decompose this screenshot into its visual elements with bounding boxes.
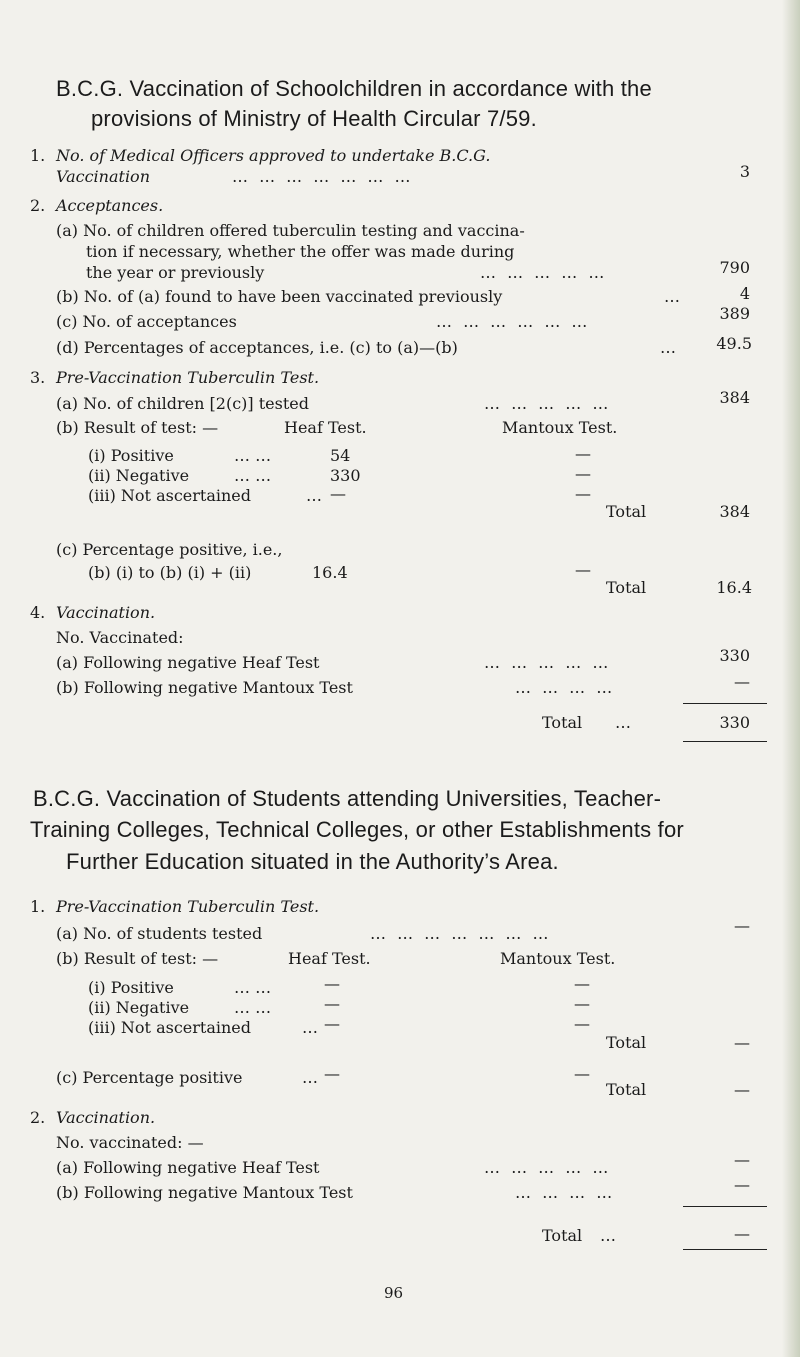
sum-rule	[683, 1249, 767, 1250]
s1-item3-total-label: Total	[606, 502, 647, 521]
s1-item3c-mantoux: —	[575, 560, 591, 579]
s1-item2a-line3: the year or previously	[86, 263, 265, 282]
s1-row-notascertained-label: (iii) Not ascertained	[88, 486, 251, 505]
leader-dots: …	[600, 1226, 616, 1245]
s2-row-notascertained-label: (iii) Not ascertained	[88, 1018, 251, 1037]
section2-title-line3: Further Education situated in the Authority’s Area.	[66, 849, 559, 874]
s1-item1-label: No. of Medical Officers approved to undertake B.C.G.	[56, 146, 491, 165]
leader-dots: … … … … …	[484, 1158, 612, 1177]
leader-dots: …	[302, 1018, 318, 1037]
s2-item1a-label: (a) No. of students tested	[56, 924, 263, 943]
leader-dots: … … … … … … …	[232, 167, 414, 186]
s1-row-positive-mantoux: —	[575, 444, 591, 463]
s1-item4a-value: 330	[719, 646, 750, 665]
s2-row-negative-mantoux: —	[574, 994, 590, 1013]
s2-item2-total-value: —	[734, 1224, 750, 1243]
leader-dots: …	[615, 713, 631, 732]
leader-dots: … …	[234, 446, 272, 465]
s1-item1-label-cont: Vaccination	[56, 167, 150, 186]
s1-item3c-heaf: 16.4	[312, 563, 348, 582]
s2-item2b-label: (b) Following negative Mantoux Test	[56, 1183, 353, 1202]
s1-mantoux-header: Mantoux Test.	[502, 418, 618, 437]
s1-item2c-value: 389	[719, 304, 750, 323]
s2-item1-heading: Pre-Vaccination Tuberculin Test.	[56, 897, 320, 916]
s1-item2a-line2: tion if necessary, whether the offer was made during	[86, 242, 515, 261]
s1-row-notascertained-heaf: —	[330, 484, 346, 503]
s1-item2-heading: Acceptances.	[56, 196, 164, 215]
section2-title-line1: B.C.G. Vaccination of Students attending Universities, Teacher-	[33, 786, 662, 811]
s1-item3a-value: 384	[719, 388, 750, 407]
sum-rule	[683, 1206, 767, 1207]
s1-item3c-total-value: 16.4	[716, 578, 752, 597]
s2-item1-number: 1.	[30, 897, 46, 916]
s2-item2-total-label: Total	[542, 1226, 583, 1245]
s1-item2-number: 2.	[30, 196, 46, 215]
s2-item2b-value: —	[734, 1175, 750, 1194]
s2-item1c-mantoux: —	[574, 1064, 590, 1083]
s1-row-negative-heaf: 330	[330, 466, 361, 485]
section1-title-line2: provisions of Ministry of Health Circular 7/59.	[91, 106, 537, 131]
leader-dots: … … … … … … …	[370, 924, 552, 943]
s2-row-positive-heaf: —	[324, 974, 340, 993]
s1-item4-total-value: 330	[719, 713, 750, 732]
s1-item4b-value: —	[734, 672, 750, 691]
s2-row-positive-label: (i) Positive	[88, 978, 174, 997]
s2-item1c-heaf: —	[324, 1064, 340, 1083]
s2-row-negative-label: (ii) Negative	[88, 998, 190, 1017]
s1-item2b-label: (b) No. of (a) found to have been vaccinated previously	[56, 287, 503, 306]
s1-item4a-label: (a) Following negative Heaf Test	[56, 653, 320, 672]
leader-dots: … … … …	[515, 678, 616, 697]
s2-item1c-total-value: —	[734, 1080, 750, 1099]
s1-item2b-value: 4	[739, 284, 750, 303]
leader-dots: … … … … …	[484, 653, 612, 672]
s1-item1-number: 1.	[30, 146, 46, 165]
s1-item3b-label: (b) Result of test: —	[56, 418, 219, 437]
s2-heaf-header: Heaf Test.	[288, 949, 371, 968]
s1-row-positive-heaf: 54	[330, 446, 351, 465]
page-number: 96	[384, 1284, 404, 1302]
s2-item2a-value: —	[734, 1150, 750, 1169]
s2-row-notascertained-mantoux: —	[574, 1014, 590, 1033]
s1-item3c-total-label: Total	[606, 578, 647, 597]
s1-item3-heading: Pre-Vaccination Tuberculin Test.	[56, 368, 320, 387]
s1-item2a-line1: (a) No. of children offered tuberculin testing and vaccina-	[56, 221, 525, 240]
s1-item2d-label: (d) Percentages of acceptances, i.e. (c) to (a)—(b)	[56, 338, 458, 357]
leader-dots: …	[664, 287, 680, 306]
leader-dots: … … … … …	[480, 263, 608, 282]
s1-item3a-label: (a) No. of children [2(c)] tested	[56, 394, 309, 413]
s1-item4-total-label: Total	[542, 713, 583, 732]
section2-title-line2: Training Colleges, Technical Colleges, or other Establishments for	[30, 817, 684, 842]
s1-item4-sub: No. Vaccinated:	[56, 628, 184, 647]
s2-row-positive-mantoux: —	[574, 974, 590, 993]
s1-item4-heading: Vaccination.	[56, 603, 156, 622]
leader-dots: … … … …	[515, 1183, 616, 1202]
leader-dots: …	[306, 486, 322, 505]
sum-rule	[683, 741, 767, 742]
s1-item3c-line1: (c) Percentage positive, i.e.,	[56, 540, 283, 559]
s2-item1c-label: (c) Percentage positive	[56, 1068, 243, 1087]
s2-item1b-label: (b) Result of test: —	[56, 949, 219, 968]
s1-row-negative-label: (ii) Negative	[88, 466, 190, 485]
leader-dots: …	[660, 338, 676, 357]
s2-item2-number: 2.	[30, 1108, 46, 1127]
leader-dots: …	[302, 1068, 318, 1087]
section1-title-line1: B.C.G. Vaccination of Schoolchildren in accordance with the	[56, 76, 652, 101]
s2-row-notascertained-heaf: —	[324, 1014, 340, 1033]
s1-heaf-header: Heaf Test.	[284, 418, 367, 437]
s1-row-negative-mantoux: —	[575, 464, 591, 483]
s2-item2-heading: Vaccination.	[56, 1108, 156, 1127]
s2-row-negative-heaf: —	[324, 994, 340, 1013]
s2-item2-sub: No. vaccinated: —	[56, 1133, 204, 1152]
s2-item1-total-label: Total	[606, 1033, 647, 1052]
s1-item2d-value: 49.5	[716, 334, 752, 353]
leader-dots: … …	[234, 998, 272, 1017]
s2-mantoux-header: Mantoux Test.	[500, 949, 616, 968]
s1-item3c-line2: (b) (i) to (b) (i) + (ii)	[88, 563, 252, 582]
s2-item1-total-value: —	[734, 1033, 750, 1052]
leader-dots: … …	[234, 466, 272, 485]
s1-item4-number: 4.	[30, 603, 46, 622]
s1-row-positive-label: (i) Positive	[88, 446, 174, 465]
s1-item2c-label: (c) No. of acceptances	[56, 312, 237, 331]
s1-row-notascertained-mantoux: —	[575, 484, 591, 503]
leader-dots: … …	[234, 978, 272, 997]
s1-item4b-label: (b) Following negative Mantoux Test	[56, 678, 353, 697]
s2-item2a-label: (a) Following negative Heaf Test	[56, 1158, 320, 1177]
leader-dots: … … … … …	[484, 394, 612, 413]
s1-item1-value: 3	[739, 162, 750, 181]
leader-dots: … … … … … …	[436, 312, 591, 331]
s1-item3-number: 3.	[30, 368, 46, 387]
s1-item3-total-value: 384	[719, 502, 750, 521]
s1-item2a-value: 790	[719, 258, 750, 277]
s2-item1a-value: —	[734, 916, 750, 935]
sum-rule	[683, 703, 767, 704]
page-edge-shadow	[782, 0, 800, 1357]
s2-item1c-total-label: Total	[606, 1080, 647, 1099]
